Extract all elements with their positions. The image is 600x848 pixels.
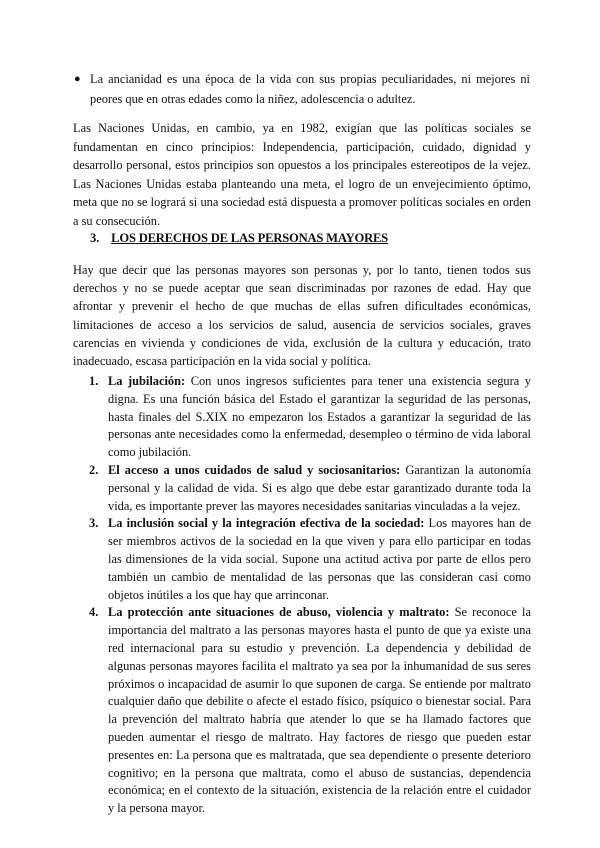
section-heading [90,229,388,247]
list-item-text: Se reconoce la importancia del maltrato a las personas mayores hasta el punto de que ya existe una red internacional para su estudio y prevención. La dependencia y debilidad de algunas personas mayores facilita el maltrato ya sea por la inhumanidad de sus seres próximos o incapacidad de asumir lo que suponen de carga. Se entiende por maltrato cualquier daño que debilite o afecte el estado físico, psíquico o bienestar social. Para la prevención del maltrato habría que atender lo que se ha llamado factores que pueden aumentar el riesgo de maltrato. Hay factores de riesgo que pueden estar presentes en: La persona que es maltratada, que sea dependiente o presente deterioro cognitivo; en la persona que maltrata, como el abuso de sustancias, dependencia económica; en el contexto de la situación, existencia de la relación entre el cuidador y la persona mayor. [108,605,531,816]
bullet-item [74,70,530,109]
rights-list [89,373,531,818]
paragraph-intro: Hay que decir que las personas mayores son personas y, por lo tanto, tienen todos sus derechos y no se puede aceptar que sean discriminadas por razones de edad. Hay que afrontar y prevenir el hecho de que muchas de ellas sufren dificultades económicas, limitaciones de acceso a los servicios de salud, ausencia de servicios sociales, graves carencias en vivienda y condiciones de vida, exclusión de la cultura y educación, trato inadecuado, escasa participación en la vida social y política. [73,263,531,369]
list-item-text: Garantizan la autonomía personal y la calidad de vida. Si es algo que debe estar garantizado durante toda la vida, es importante prever las mayores necesidades sanitarias vinculadas a la vejez. [108,462,531,513]
list-item [89,373,531,462]
bullet-dot-icon: ● [74,73,81,85]
section-number: 3. [90,231,100,245]
list-item-text: Con unos ingresos suficientes para tener una existencia segura y digna. Es una función básica del Estado el garantizar la seguridad de las personas, hasta finales del S.XIX no empezaron los Estados a garantizar la seguridad de las personas ante necesidades como la enfermedad, desempleo o término de vida laboral como jubilación. [108,374,531,460]
list-item [89,515,531,604]
bullet-text: La ancianidad es una época de la vida con sus propias peculiaridades, ni mejores ni peores que en otras edades como la niñez, adolescencia o adultez. [90,72,530,106]
list-item-term: El acceso a unos cuidados de salud y sociosanitarios: [108,462,401,477]
list-item-number: 1. [89,374,99,388]
list-item-number: 4. [89,605,99,620]
list-item-term: La protección ante situaciones de abuso, violencia y maltrato: [108,605,450,620]
list-item [89,604,531,818]
section-title: LOS DERECHOS DE LAS PERSONAS MAYORES [111,231,388,245]
list-item [89,462,531,515]
list-item-text: Los mayores han de ser miembros activos de la sociedad en la que viven y para ello participar en todas las dimensiones de la vida social. Supone una actitud activa por parte de ellos pero también un cambio de mentalidad de las personas que las consideran casi como objetos inútiles a los que hay que arrinconar. [108,516,531,602]
list-item-term: La inclusión social y la integración efectiva de la sociedad: [108,516,425,531]
list-item-number: 2. [89,462,99,477]
list-item-term: La jubilación: [108,374,186,388]
list-item-number: 3. [89,516,99,531]
paragraph-united-nations: Las Naciones Unidas, en cambio, ya en 1982, exigían que las políticas sociales se fundamentan en cinco principios: Independencia, participación, cuidado, dignidad y desarrollo personal, estos principios son opuestos a los principales estereotipos de la vejez. Las Naciones Unidas estaba planteando una meta, el logro de un envejecimiento óptimo, meta que no se logrará si una sociedad está dispuesta a promover políticas sociales en orden a su consecución. [73,121,531,228]
